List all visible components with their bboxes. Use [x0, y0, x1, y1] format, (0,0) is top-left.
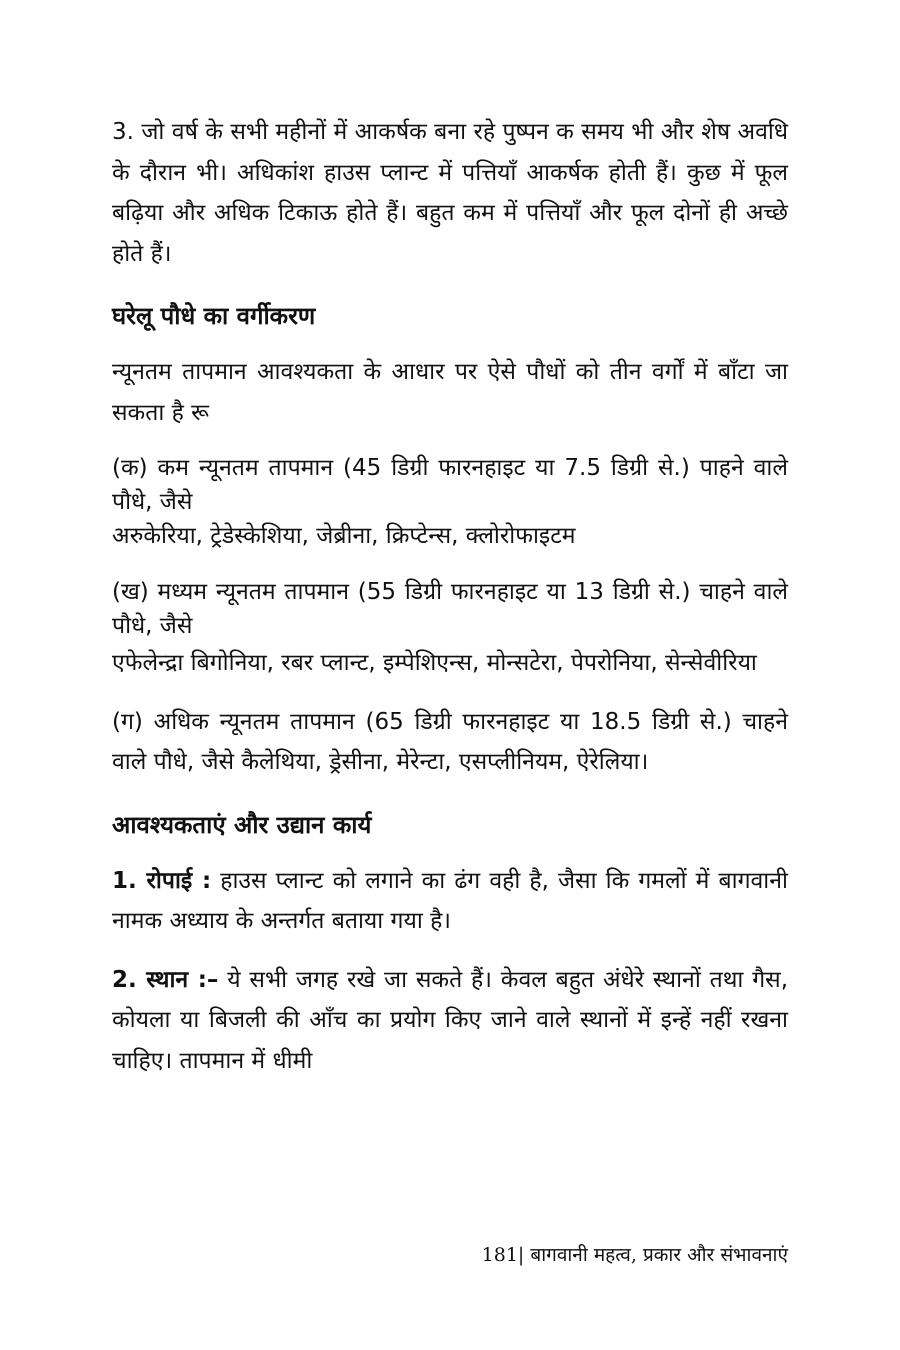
- intro-paragraph: 3. जो वर्ष के सभी महीनों में आकर्षक बना रहे पुष्पन क समय भी और शेष अवधि के दौरान भी। अधिकांश हाउस प्लान्ट में पत्तियाँ आकर्षक होती हैं। कुछ में फूल बढ़िया और अधिक टिकाऊ होते हैं। बहुत कम में पत्तियाँ और फूल दोनों ही अच्छे होते हैं।: [112, 119, 788, 267]
- page-number: 181: [481, 1244, 518, 1266]
- section-heading-requirements: आवश्यकताएं और उद्यान कार्य: [112, 810, 372, 839]
- category-kha-examples: एफेलेन्द्रा बिगोनिया, रबर प्लान्ट, इम्पेशिएन्स, मोन्सटेरा, पेपरोनिया, सेन्सेवीरिया: [112, 650, 757, 676]
- page-content: [112, 112, 788, 1081]
- category-kha-description: (ख) मध्यम न्यूनतम तापमान (55 डिग्री फारनहाइट या 13 डिग्री से.) चाहने वाले पौधे, जैसे: [112, 579, 788, 639]
- point-planting-label: 1. रोपाई :: [112, 867, 212, 894]
- point-planting: [112, 861, 788, 942]
- classification-intro: न्यूनतम तापमान आवश्यकता के आधार पर ऐसे पौधों को तीन वर्गों में बाँटा जा सकता है रू: [112, 359, 788, 426]
- category-item-ka: [112, 451, 788, 553]
- point-location-label: 2. स्थान :–: [112, 966, 219, 993]
- page-footer: [482, 1240, 788, 1270]
- category-ga-description: (ग) अधिक न्यूनतम तापमान (65 डिग्री फारनहाइट या 18.5 डिग्री से.) चाहने वाले पौधे, जैसे कैलेथिया, ड्रेसीना, मेरेन्टा, एसप्लीनियम, ऐरेलिया।: [112, 708, 788, 775]
- footer-separator: |: [517, 1244, 525, 1266]
- point-location: [112, 960, 788, 1082]
- point-planting-text: हाउस प्लान्ट को लगाने का ढंग वही है, जैसा कि गमलों में बागवानी नामक अध्याय के अन्तर्गत बताया गया है।: [112, 867, 788, 934]
- category-ka-description: (क) कम न्यूनतम तापमान (45 डिग्री फारनहाइट या 7.5 डिग्री से.) पाहने वाले पौधे, जैसे: [112, 455, 788, 515]
- book-title: बागवानी महत्व, प्रकार और संभावनाएं: [530, 1244, 788, 1266]
- category-item-ga: [112, 702, 788, 783]
- point-location-text: ये सभी जगह रखे जा सकते हैं। केवल बहुत अंधेरे स्थानों तथा गैस, कोयला या बिजली की आँच का प्रयोग किए जाने वाले स्थानों में इन्हें नहीं रखना चाहिए। तापमान में धीमी: [112, 966, 789, 1074]
- category-ka-examples: अरुकेरिया, ट्रेडेस्केशिया, जेब्रीना, क्रिप्टेन्स, क्लोरोफाइटम: [112, 523, 576, 549]
- section-heading-classification: घरेलू पौधे का वर्गीकरण: [112, 302, 316, 330]
- category-item-kha: [112, 575, 788, 684]
